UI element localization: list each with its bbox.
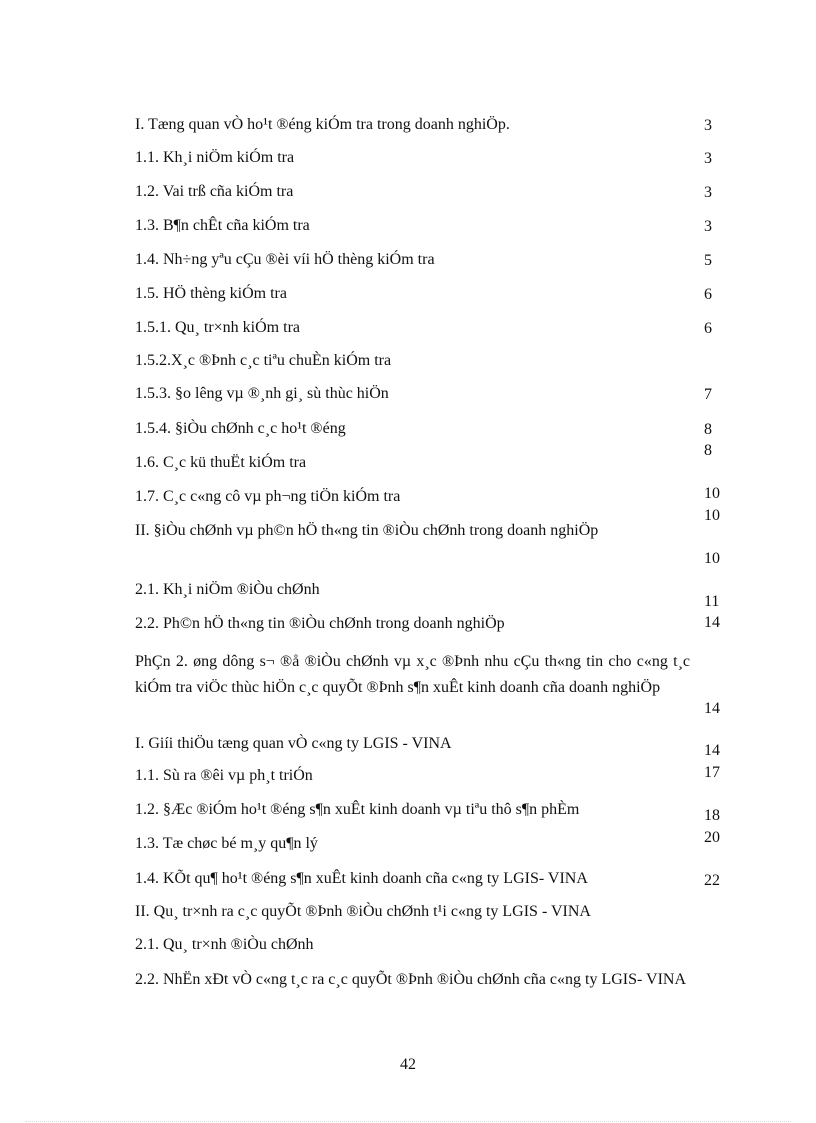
toc-entry: I. Tæng quan vÒ ho¹t ®éng kiÓm tra trong doanh nghiÖp. [135, 116, 510, 133]
toc-entry: 2.1. Kh¸i niÖm ®iÒu chØnh [135, 581, 320, 598]
toc-entry: 1.2. Vai trß cña kiÓm tra [135, 183, 294, 200]
toc-entry: II. Qu¸ tr×nh ra c¸c quyÕt ®Þnh ®iÒu chØnh t¹i c«ng ty LGIS - VINA [135, 903, 591, 920]
toc-entry: 1.3. Tæ chøc bé m¸y qu¶n lý [135, 835, 318, 852]
toc-page-number: 6 [704, 320, 712, 337]
toc-entry: 1.5.3. §o lêng vµ ®¸nh gi¸ sù thùc hiÖn [135, 385, 389, 402]
toc-page-number: 10 [704, 550, 720, 567]
toc-page-number: 7 [704, 386, 712, 403]
toc-entry: 1.4. KÕt qu¶ ho¹t ®éng s¶n xuÊt kinh doanh cña c«ng ty LGIS- VINA [135, 870, 588, 887]
toc-entry: 1.3. B¶n chÊt cña kiÓm tra [135, 217, 310, 234]
toc-page-number: 10 [704, 485, 720, 502]
toc-entry: 1.6. C¸c kü thuËt kiÓm tra [135, 454, 307, 471]
page-bottom-divider [25, 1121, 791, 1122]
toc-entry: I. Giíi thiÖu tæng quan vÒ c«ng ty LGIS - VINA [135, 735, 452, 752]
page-number: 42 [400, 1056, 416, 1073]
toc-entry: 1.5. HÖ thèng kiÓm tra [135, 285, 287, 302]
toc-page-number: 20 [704, 829, 720, 846]
toc-entry: 1.1. Kh¸i niÖm kiÓm tra [135, 149, 295, 166]
toc-page-number: 3 [704, 117, 712, 134]
toc-page-number: 3 [704, 150, 712, 167]
toc-page-number: 8 [704, 442, 712, 459]
toc-page-number: 3 [704, 218, 712, 235]
toc-page-number: 10 [704, 507, 720, 524]
toc-page-number: 17 [704, 764, 720, 781]
toc-page-number: 5 [704, 252, 712, 269]
toc-entry: 1.7. C¸c c«ng cô vµ ph¬ng tiÖn kiÓm tra [135, 488, 401, 505]
toc-page-number: 18 [704, 807, 720, 824]
toc-page-number: 14 [704, 742, 720, 759]
toc-entry: 2.2. Ph©n hÖ th«ng tin ®iÒu chØnh trong doanh nghiÖp [135, 615, 505, 632]
toc-entry: 2.2. NhËn xÐt vÒ c«ng t¸c ra c¸c quyÕt ®Þnh ®iÒu chØnh cña c«ng ty LGIS- VINA [135, 971, 687, 988]
toc-entry: 1.1. Sù ra ®êi vµ ph¸t triÓn [135, 767, 313, 784]
toc-entry: II. §iÒu chØnh vµ ph©n hÖ th«ng tin ®iÒu chØnh trong doanh nghiÖp [135, 522, 599, 539]
toc-entry: 1.5.4. §iÒu chØnh c¸c ho¹t ®éng [135, 420, 346, 437]
toc-page-number: 3 [704, 184, 712, 201]
toc-entry: 2.1. Qu¸ tr×nh ®iÒu chØnh [135, 936, 314, 953]
toc-entry: 1.5.1. Qu¸ tr×nh kiÓm tra [135, 319, 300, 336]
toc-page-number: 8 [704, 421, 712, 438]
toc-entry: 1.5.2.X¸c ®Þnh c¸c tiªu chuÈn kiÓm tra [135, 352, 392, 369]
toc-entry: 1.4. Nh÷ng yªu cÇu ®èi víi hÖ thèng kiÓm tra [135, 251, 435, 268]
toc-entry: PhÇn 2. øng dông s¬ ®å ®iÒu chØnh vµ x¸c ®Þnh nhu cÇu th«ng tin cho c«ng t¸c kiÓm tra viÖc thùc hiÖn c¸c quyÕt ®Þnh s¶n xuÊt kinh doanh cña doanh nghiÖp [135, 653, 690, 696]
toc-page-number: 14 [704, 614, 720, 631]
toc-entry: 1.2. §Æc ®iÓm ho¹t ®éng s¶n xuÊt kinh doanh vµ tiªu thô s¶n phÈm [135, 801, 580, 818]
toc-page-number: 11 [704, 593, 720, 610]
toc-page-number: 6 [704, 286, 712, 303]
toc-page-number: 14 [704, 700, 720, 717]
toc-page-number: 22 [704, 872, 720, 889]
